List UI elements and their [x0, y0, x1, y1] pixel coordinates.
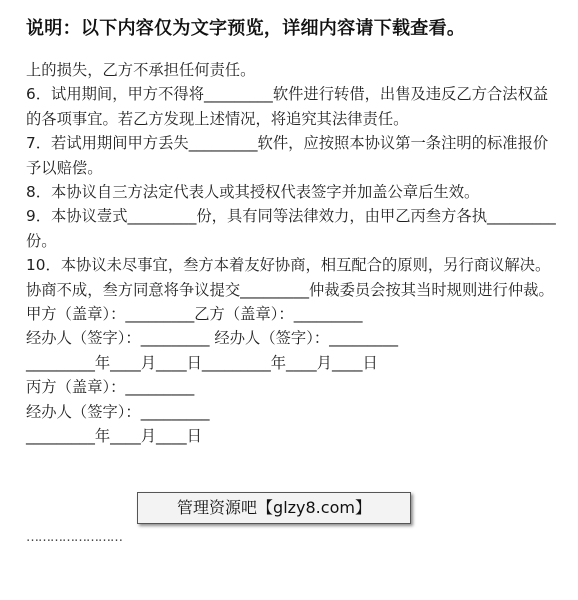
document-body: [26, 58, 556, 449]
clause-7: 7．若试用期间甲方丢失_________软件，应按照本协议第一条注明的标准报价予以赔偿。: [26, 134, 549, 177]
clause-9: 9．本协议壹式_________份，具有同等法律效力，由甲乙丙叁方各执_________份。: [26, 207, 556, 250]
signature-date-c: _________年____月____日: [26, 427, 202, 446]
signature-party-a-b: 甲方（盖章）：_________乙方（盖章）：_________: [26, 305, 363, 324]
signature-agents-a-b: 经办人（签字）：_________ 经办人（签字）：_________: [26, 329, 398, 348]
signature-party-c: 丙方（盖章）：_________: [26, 378, 195, 397]
signature-agent-c: 经办人（签字）：_________: [26, 402, 210, 421]
paragraph-continuation: 上的损失，乙方不承担任何责任。: [26, 61, 256, 79]
preview-notice: 说明：以下内容仅为文字预览，详细内容请下载查看。: [26, 18, 466, 39]
watermark-badge: 管理资源吧【glzy8.com】: [137, 492, 411, 524]
clause-8: 8．本协议自三方法定代表人或其授权代表签字并加盖公章后生效。: [26, 183, 480, 202]
clause-6: 6．试用期间，甲方不得将_________软件进行转借，出售及违反乙方合法权益的各项事宜。若乙方发现上述情况，将追究其法律责任。: [26, 85, 549, 128]
truncation-ellipsis: ……………………: [26, 530, 122, 545]
signature-dates-a-b: _________年____月____日_________年____月____日: [26, 353, 378, 372]
clause-10: 10．本协议未尽事宜，叁方本着友好协商，相互配合的原则，另行商议解决。协商不成，叁方同意将争议提交_________仲裁委员会按其当时规则进行仲裁。: [26, 256, 554, 299]
